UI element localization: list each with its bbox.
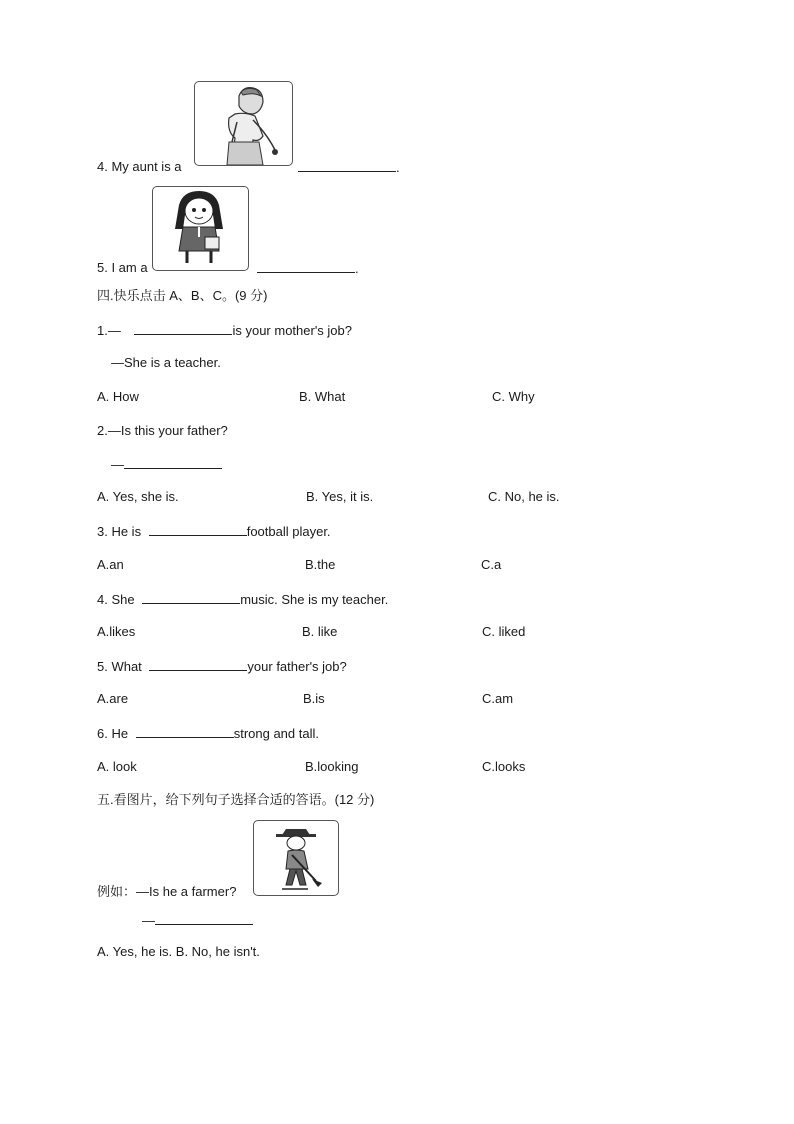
mc-question-6 [97,725,319,742]
option-a[interactable]: A.are [97,691,129,706]
question-text: 5. What [97,659,142,674]
option-a[interactable]: A.an [97,557,124,572]
mc-question-5 [97,658,347,675]
question-5-answer [257,260,359,277]
mc-question-1-reply: —She is a teacher. [111,355,221,370]
part5-heading: 五.看图片，给下列句子选择合适的答语。(12 分) [97,792,375,807]
mc-question-1 [97,322,352,339]
option-b[interactable]: B. Yes, it is. [306,489,374,504]
answer-blank[interactable] [298,159,396,172]
option-b[interactable]: B.is [303,691,325,706]
option-b[interactable]: B. What [299,389,346,404]
question-text: 3. He is [97,524,142,539]
farmer-hoeing-icon [254,821,338,895]
question-4-answer [298,159,400,176]
mc-question-2: 2.—Is this your father? [97,423,228,438]
option-a[interactable]: A. Yes, she is. [97,489,179,504]
question-text: music. She is my teacher. [240,592,389,607]
option-b[interactable]: B. like [302,624,338,639]
girl-student-icon [153,187,248,270]
answer-blank[interactable] [257,260,355,273]
question-text: 6. He [97,726,129,741]
question-text: is your mother's job? [232,323,353,338]
answer-blank[interactable] [124,456,222,469]
answer-blank[interactable] [134,322,232,335]
aunt-picture [194,81,293,166]
question-4-prefix: 4. My aunt is a [97,159,182,174]
dash: — [142,913,155,928]
question-text: your father's job? [247,659,347,674]
question-text: strong and tall. [233,726,319,741]
question-text: football player. [246,524,331,539]
student-picture [152,186,249,271]
answer-blank[interactable] [149,658,247,671]
period: . [396,160,400,175]
mc-question-4 [97,591,388,608]
mc-question-2-reply [111,456,222,473]
period: . [355,261,359,276]
example-reply [142,912,253,929]
answer-blank[interactable] [142,591,240,604]
question-text: 4. She [97,592,135,607]
option-b[interactable]: B.looking [305,759,359,774]
answer-blank[interactable] [155,912,253,925]
example-options: A. Yes, he is. B. No, he isn't. [97,944,260,959]
part4-heading: 四.快乐点击 A、B、C。(9 分) [97,288,268,303]
question-5-prefix: 5. I am a [97,260,148,275]
question-4-line [97,159,182,175]
option-c[interactable]: C.a [481,557,502,572]
option-a[interactable]: A.likes [97,624,136,639]
example-question: 例如：—Is he a farmer? [97,884,237,899]
farmer-picture [253,820,339,896]
option-c[interactable]: C.looks [482,759,526,774]
option-a[interactable]: A. look [97,759,137,774]
option-a[interactable]: A. How [97,389,139,404]
option-c[interactable]: C.am [482,691,514,706]
option-c[interactable]: C. No, he is. [488,489,560,504]
question-5-line [97,260,148,276]
answer-blank[interactable] [149,523,247,536]
option-c[interactable]: C. Why [492,389,535,404]
question-text: 1.— [97,323,121,338]
answer-blank[interactable] [136,725,234,738]
option-c[interactable]: C. liked [482,624,526,639]
woman-gardening-icon [195,82,292,165]
mc-question-3 [97,523,331,540]
dash: — [111,457,124,472]
option-b[interactable]: B.the [305,557,336,572]
